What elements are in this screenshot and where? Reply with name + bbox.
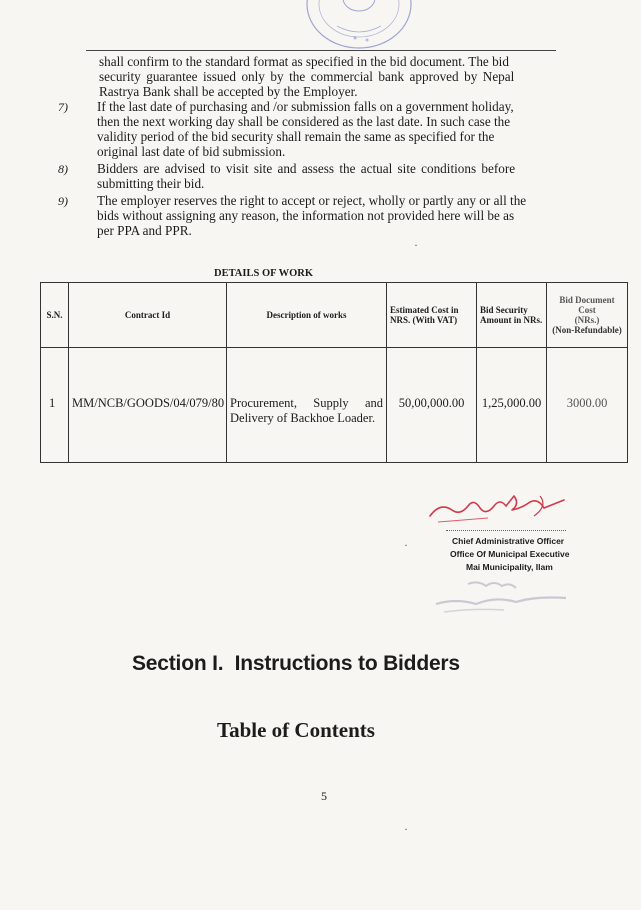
clause-line: Bidders are advised to visit site and assess the actual site conditions before [97,161,516,176]
details-of-work-table [40,282,628,463]
clause-line: submitting their bid. [97,176,205,191]
table-row [41,348,628,463]
cell-contract-id: MM/NCB/GOODS/04/079/80 [69,348,227,463]
header-bid-document-cost [547,283,628,348]
header-bid-document-cost-unit: (NRs.) [574,315,600,325]
signature-office: Office Of Municipal Executive [450,549,570,559]
faded-office-stamp [428,576,578,616]
officer-signature [420,486,570,528]
clause-number: 7) [58,100,68,114]
header-bid-security: Bid Security Amount in NRs. [477,283,547,348]
clause-number: 8) [58,162,68,176]
signature-title: Chief Administrative Officer [452,536,565,546]
clause-continuation-line: shall confirm to the standard format as specified in the bid document. The bid [99,54,509,69]
cell-sn: 1 [41,348,69,463]
cell-bid-security: 1,25,000.00 [477,348,547,463]
header-sn: S.N. [41,283,69,348]
signature-municipality: Mai Municipality, Ilam [466,562,553,572]
signature-dotted-line [446,530,566,531]
cell-estimated-cost: 50,00,000.00 [387,348,477,463]
scan-speck: · [414,238,418,252]
section-title: Section I. Instructions to Bidders [132,652,460,675]
clause-continuation-line: security guarantee issued only by the commercial bank approved by Nepal [99,69,515,84]
clause-line: If the last date of purchasing and /or submission falls on a government holiday, [97,99,514,114]
details-of-work-heading: DETAILS OF WORK [214,268,313,279]
header-contract-id: Contract Id [69,283,227,348]
cell-bid-document-cost: 3000.00 [547,348,628,463]
table-header-row [41,283,628,348]
scan-speck: · [404,538,408,552]
page-top-rule [86,50,556,51]
clause-line: bids without assigning any reason, the information not provided here will be as [97,208,515,223]
header-bid-document-cost-label: Bid Document Cost [559,295,615,315]
clause-line: per PPA and PPR. [97,223,192,238]
clause-number: 9) [58,194,68,208]
scan-speck: · [404,822,408,836]
cell-description: Procurement, Supply and Delivery of Backhoe Loader. [227,348,387,463]
clause-line: validity period of the bid security shall remain the same as specified for the [97,129,495,144]
page-number: 5 [321,789,327,803]
header-bid-document-cost-note: (Non-Refundable) [552,325,622,335]
clause-line: The employer reserves the right to accept or reject, wholly or partly any or all the [97,193,527,208]
header-estimated-cost: Estimated Cost in NRS. (With VAT) [387,283,477,348]
clause-line: then the next working day shall be considered as the last date. In such case the [97,114,511,129]
header-description: Description of works [227,283,387,348]
table-of-contents-title: Table of Contents [217,718,375,742]
clause-line: original last date of bid submission. [97,144,286,159]
clause-continuation-line: Rastrya Bank shall be accepted by the Employer. [99,84,358,99]
